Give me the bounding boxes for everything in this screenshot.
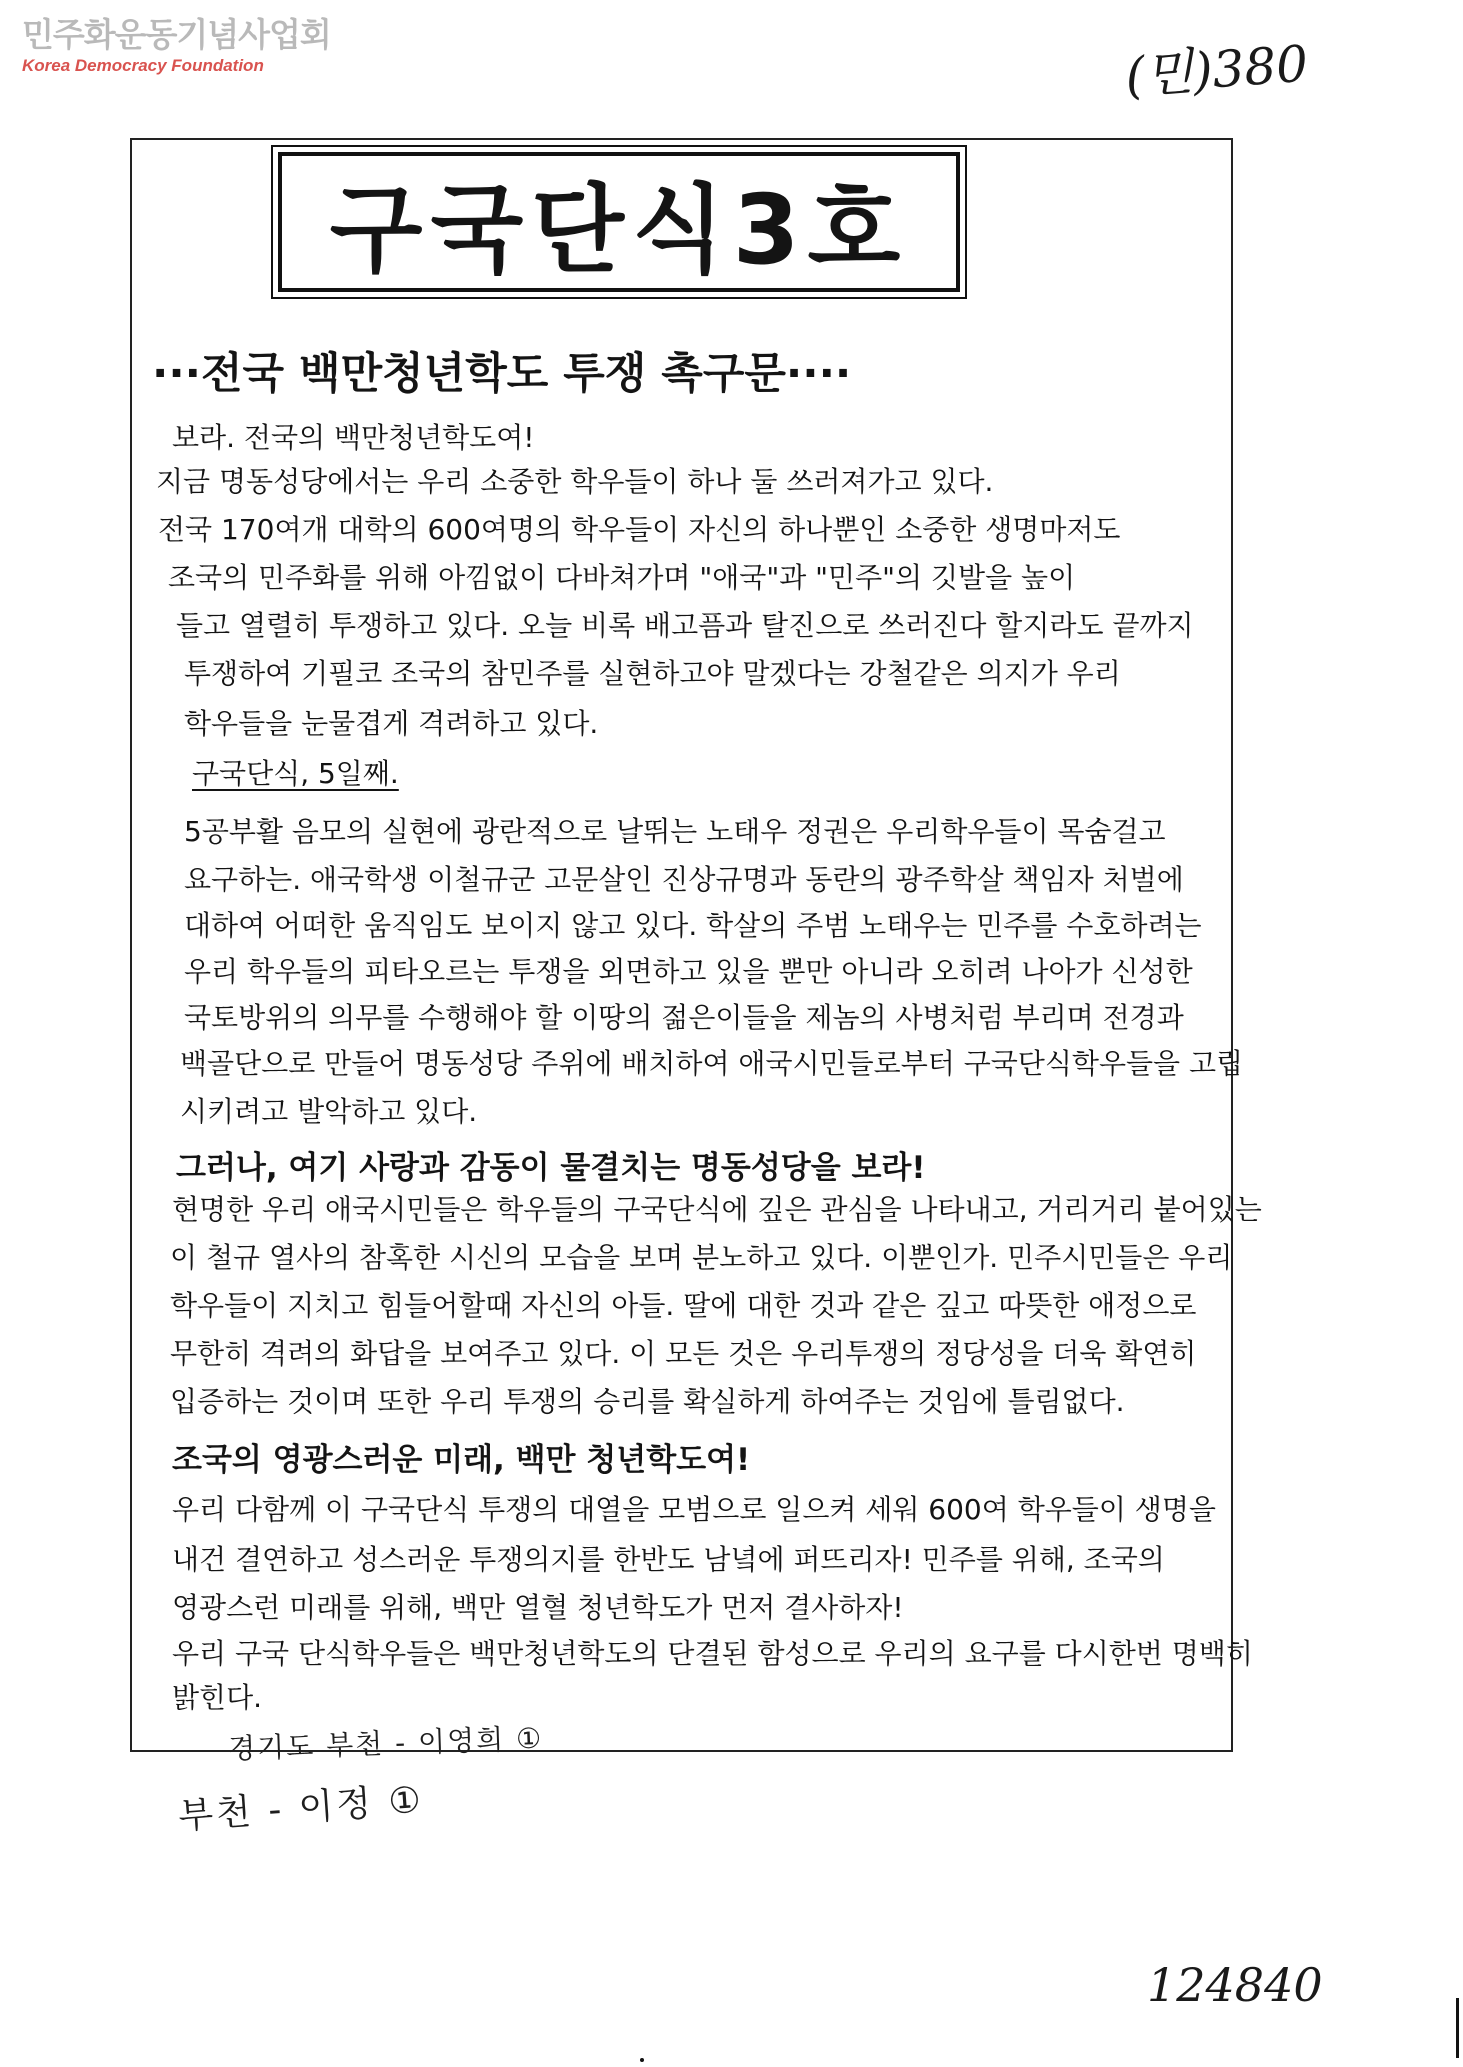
signature-line: 부천 - 이정 ① [177,1779,426,1838]
body-line: 무한히 격려의 화답을 보여주고 있다. 이 모든 것은 우리투쟁의 정당성을 더욱 확연히 [170,1337,1197,1370]
scan-edge-mark [1456,1998,1459,2058]
archive-code: (민)380 [1123,34,1310,106]
body-line: 시키려고 발악하고 있다. [180,1095,478,1128]
body-line: 전국 170여개 대학의 600여명의 학우들이 자신의 하나뿐인 소중한 생명마저도 [158,513,1121,546]
body-line: 백골단으로 만들어 명동성당 주위에 배치하여 애국시민들로부터 구국단식학우들을 고립 [180,1047,1244,1080]
body-line: 우리 구국 단식학우들은 백만청년학도의 단결된 함성으로 우리의 요구를 다시한번 명백히 [172,1637,1253,1670]
section-heading: 조국의 영광스러운 미래, 백만 청년학도여! [172,1442,751,1478]
watermark-english: Korea Democracy Foundation [22,56,264,75]
body-line-underlined: 구국단식, 5일째. [192,757,399,790]
body-line: 이 철규 열사의 참혹한 시신의 모습을 보며 분노하고 있다. 이뿐인가. 민주시민들은 우리 [170,1241,1233,1274]
body-line: 입증하는 것이며 또한 우리 투쟁의 승리를 확실하게 하여주는 것임에 틀림없다. [170,1385,1125,1418]
body-line: 대하여 어떠한 움직임도 보이지 않고 있다. 학살의 주범 노태우는 민주를 수호하려는 [184,909,1202,942]
body-line: 지금 명동성당에서는 우리 소중한 학우들이 하나 둘 쓰러져가고 있다. [156,465,994,498]
scan-dot-mark [640,2058,644,2062]
body-line: 내건 결연하고 성스러운 투쟁의지를 한반도 남녘에 퍼뜨리자! 민주를 위해, 조국의 [172,1543,1165,1576]
body-line: 밝힌다. [172,1681,263,1714]
document-number: 124840 [1147,1958,1323,2012]
body-line: 국토방위의 의무를 수행해야 할 이땅의 젊은이들을 제놈의 사병처럼 부리며 전경과 [184,1001,1184,1034]
document-title: 구국단식3호 [329,173,909,286]
body-line: 보라. 전국의 백만청년학도여! [172,421,535,454]
body-line: 조국의 민주화를 위해 아낌없이 다바쳐가며 "애국"과 "민주"의 깃발을 높이 [168,561,1076,594]
body-line: 영광스런 미래를 위해, 백만 열혈 청년학도가 먼저 결사하자! [172,1591,904,1624]
body-line: 들고 열렬히 투쟁하고 있다. 오늘 비록 배고픔과 탈진으로 쓰러진다 할지라도 끝까지 [176,609,1194,642]
title-box [278,152,960,292]
section-heading: 그러나, 여기 사랑과 감동이 물결치는 명동성당을 보라! [176,1150,926,1186]
body-line: 요구하는. 애국학생 이철규군 고문살인 진상규명과 동란의 광주학살 책임자 처벌에 [184,863,1184,896]
watermark-logo [22,15,331,75]
body-line: 투쟁하여 기필코 조국의 참민주를 실현하고야 말겠다는 강철같은 의지가 우리 [184,657,1121,690]
body-line: 학우들이 지치고 힘들어할때 자신의 아들. 딸에 대한 것과 같은 깊고 따뜻한 애정으로 [170,1289,1197,1322]
body-line: 학우들을 눈물겹게 격려하고 있다. [184,707,599,740]
signature-line: 경기도 부천 - 이영희 ① [227,1721,544,1766]
body-line: 5공부활 음모의 실현에 광란적으로 날뛰는 노태우 정권은 우리학우들이 목숨걸고 [184,815,1166,848]
body-line: 우리 학우들의 피타오르는 투쟁을 외면하고 있을 뿐만 아니라 오히려 나아가 신성한 [184,955,1193,988]
headline: ···전국 백만청년학도 투쟁 촉구문···· [152,349,852,399]
body-line: 우리 다함께 이 구국단식 투쟁의 대열을 모범으로 일으켜 세워 600여 학우들이 생명을 [172,1493,1216,1526]
watermark-korean: 민주화운동기념사업회 [22,15,331,54]
body-line: 현명한 우리 애국시민들은 학우들의 구국단식에 깊은 관심을 나타내고, 거리거리 붙어있는 [172,1193,1262,1226]
